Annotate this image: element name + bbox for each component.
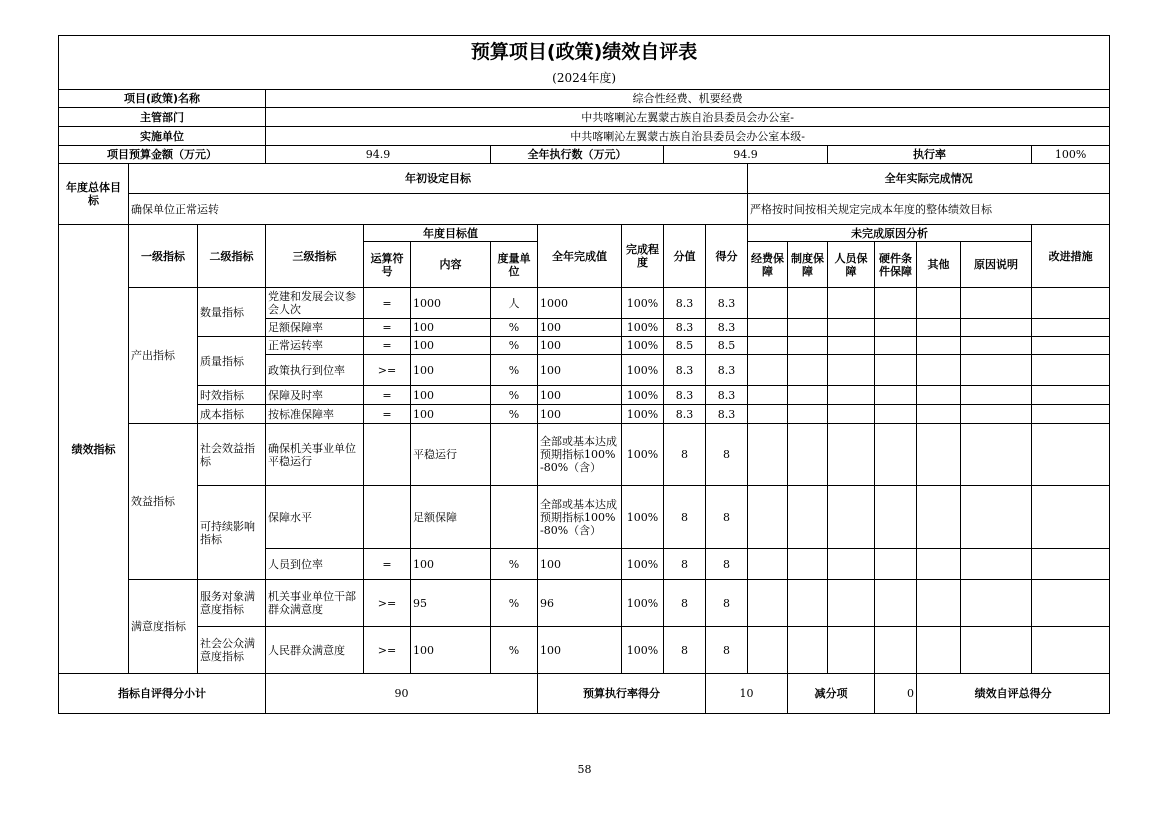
cell-content: 100 [411, 319, 491, 337]
performance-evaluation-table [58, 35, 1110, 714]
year-subtitle: (2024年度) [59, 68, 1110, 90]
unit-label: 实施单位 [59, 127, 266, 146]
cell-done: 100 [538, 627, 622, 674]
cell-score: 8.3 [664, 386, 706, 405]
project-name-value: 综合性经费、机要经费 [266, 90, 1110, 108]
cell-op: >= [364, 580, 411, 627]
cell-got: 8 [706, 549, 748, 580]
actual-goal-text: 严格按时间按相关规定完成本年度的整体绩效目标 [748, 194, 1110, 225]
cell-level3: 确保机关事业单位平稳运行 [266, 424, 364, 486]
cell-content: 100 [411, 386, 491, 405]
header-reason-desc: 原因说明 [961, 242, 1032, 288]
cell-unit: % [491, 405, 538, 424]
table-row [59, 424, 1110, 486]
cell-unit [491, 486, 538, 549]
group-output: 产出指标 [129, 288, 198, 424]
cell-unit: % [491, 627, 538, 674]
cell-got: 8.3 [706, 355, 748, 386]
group-benefit: 效益指标 [129, 424, 198, 580]
header-content: 内容 [411, 242, 491, 288]
cell-unit: % [491, 337, 538, 355]
cell-level3: 保障及时率 [266, 386, 364, 405]
cell-got: 8 [706, 627, 748, 674]
cell-done: 1000 [538, 288, 622, 319]
header-reason-group: 未完成原因分析 [748, 225, 1032, 242]
cell-done: 100 [538, 405, 622, 424]
budget-value: 94.9 [266, 146, 491, 164]
cell-got: 8.3 [706, 288, 748, 319]
cell-got: 8 [706, 580, 748, 627]
total-label: 绩效自评总得分 [917, 674, 1110, 714]
header-reason-system: 制度保障 [788, 242, 828, 288]
cell-done: 100 [538, 319, 622, 337]
header-level1: 一级指标 [129, 225, 198, 288]
cell-level3: 保障水平 [266, 486, 364, 549]
cell-got: 8 [706, 424, 748, 486]
header-degree: 完成程度 [622, 225, 664, 288]
cell-degree: 100% [622, 386, 664, 405]
cell-op: = [364, 386, 411, 405]
header-improve: 改进措施 [1032, 225, 1110, 288]
header-op: 运算符号 [364, 242, 411, 288]
cell-degree: 100% [622, 486, 664, 549]
subtotal-label: 指标自评得分小计 [59, 674, 266, 714]
cell-got: 8.5 [706, 337, 748, 355]
cell-degree: 100% [622, 424, 664, 486]
cell-done: 100 [538, 549, 622, 580]
cell-score: 8.3 [664, 319, 706, 337]
cell-score: 8 [664, 627, 706, 674]
project-name-label: 项目(政策)名称 [59, 90, 266, 108]
table-row [59, 288, 1110, 319]
cell-got: 8.3 [706, 405, 748, 424]
cell-content: 1000 [411, 288, 491, 319]
cell-got: 8.3 [706, 386, 748, 405]
header-reason-fund: 经费保障 [748, 242, 788, 288]
cell-degree: 100% [622, 355, 664, 386]
cell-degree: 100% [622, 319, 664, 337]
budget-rate-value: 10 [706, 674, 788, 714]
dept-label: 主管部门 [59, 108, 266, 127]
cell-content: 100 [411, 627, 491, 674]
cell-level3: 政策执行到位率 [266, 355, 364, 386]
cell-op: >= [364, 355, 411, 386]
cell-score: 8.3 [664, 288, 706, 319]
exec-label: 全年执行数（万元） [491, 146, 664, 164]
cell-op: = [364, 319, 411, 337]
sub-service: 服务对象满意度指标 [198, 580, 266, 627]
cell-done: 全部或基本达成预期指标100%-80%（含） [538, 486, 622, 549]
rate-value: 100% [1032, 146, 1110, 164]
cell-score: 8 [664, 549, 706, 580]
cell-unit: % [491, 549, 538, 580]
subtotal-value: 90 [266, 674, 538, 714]
header-reason-hardware: 硬件条件保障 [875, 242, 917, 288]
perf-indicator-label: 绩效指标 [59, 225, 129, 674]
budget-rate-label: 预算执行率得分 [538, 674, 706, 714]
header-score: 分值 [664, 225, 706, 288]
cell-done: 100 [538, 337, 622, 355]
group-satisfaction: 满意度指标 [129, 580, 198, 674]
header-reason-staff: 人员保障 [828, 242, 875, 288]
table-row [59, 486, 1110, 549]
cell-level3: 人民群众满意度 [266, 627, 364, 674]
cell-level3: 按标准保障率 [266, 405, 364, 424]
cell-level3: 机关事业单位干部群众满意度 [266, 580, 364, 627]
cell-degree: 100% [622, 405, 664, 424]
unit-value: 中共喀喇沁左翼蒙古族自治县委员会办公室本级- [266, 127, 1110, 146]
cell-content: 100 [411, 355, 491, 386]
deduct-label: 减分项 [788, 674, 875, 714]
actual-goal-header: 全年实际完成情况 [748, 164, 1110, 194]
cell-degree: 100% [622, 549, 664, 580]
header-level2: 二级指标 [198, 225, 266, 288]
sub-sustain: 可持续影响指标 [198, 486, 266, 580]
dept-value: 中共喀喇沁左翼蒙古族自治县委员会办公室- [266, 108, 1110, 127]
cell-done: 100 [538, 386, 622, 405]
cell-content: 100 [411, 337, 491, 355]
cell-unit: 人 [491, 288, 538, 319]
cell-op: = [364, 337, 411, 355]
rate-label: 执行率 [828, 146, 1032, 164]
cell-done: 全部或基本达成预期指标100%-80%（含） [538, 424, 622, 486]
page-number: 58 [577, 763, 592, 776]
cell-unit [491, 424, 538, 486]
table-row [59, 386, 1110, 405]
sub-cost: 成本指标 [198, 405, 266, 424]
cell-score: 8.5 [664, 337, 706, 355]
header-level3: 三级指标 [266, 225, 364, 288]
sub-public: 社会公众满意度指标 [198, 627, 266, 674]
page-title: 预算项目(政策)绩效自评表 [59, 36, 1110, 68]
cell-degree: 100% [622, 288, 664, 319]
cell-score: 8.3 [664, 355, 706, 386]
cell-done: 100 [538, 355, 622, 386]
cell-unit: % [491, 319, 538, 337]
cell-level3: 正常运转率 [266, 337, 364, 355]
table-row [59, 337, 1110, 355]
cell-degree: 100% [622, 627, 664, 674]
cell-op: = [364, 549, 411, 580]
cell-content: 平稳运行 [411, 424, 491, 486]
cell-content: 100 [411, 549, 491, 580]
header-got: 得分 [706, 225, 748, 288]
budget-label: 项目预算金额（万元） [59, 146, 266, 164]
cell-level3: 足额保障率 [266, 319, 364, 337]
cell-op [364, 486, 411, 549]
sub-social: 社会效益指标 [198, 424, 266, 486]
cell-score: 8 [664, 580, 706, 627]
table-row [59, 627, 1110, 674]
initial-goal-header: 年初设定目标 [129, 164, 748, 194]
cell-op [364, 424, 411, 486]
cell-score: 8 [664, 424, 706, 486]
cell-unit: % [491, 386, 538, 405]
cell-content: 95 [411, 580, 491, 627]
cell-op: >= [364, 627, 411, 674]
cell-op: = [364, 405, 411, 424]
cell-level3: 人员到位率 [266, 549, 364, 580]
cell-got: 8 [706, 486, 748, 549]
header-unit: 度量单位 [491, 242, 538, 288]
cell-content: 100 [411, 405, 491, 424]
cell-content: 足额保障 [411, 486, 491, 549]
initial-goal-text: 确保单位正常运转 [129, 194, 748, 225]
cell-level3: 党建和发展会议参会人次 [266, 288, 364, 319]
cell-degree: 100% [622, 337, 664, 355]
deduct-value: 0 [875, 674, 917, 714]
sub-time: 时效指标 [198, 386, 266, 405]
header-target-group: 年度目标值 [364, 225, 538, 242]
sub-quality: 质量指标 [198, 337, 266, 386]
cell-score: 8 [664, 486, 706, 549]
table-row [59, 580, 1110, 627]
sub-quantity: 数量指标 [198, 288, 266, 337]
cell-degree: 100% [622, 580, 664, 627]
cell-score: 8.3 [664, 405, 706, 424]
goal-label: 年度总体目标 [59, 164, 129, 225]
cell-done: 96 [538, 580, 622, 627]
cell-op: = [364, 288, 411, 319]
cell-unit: % [491, 580, 538, 627]
cell-got: 8.3 [706, 319, 748, 337]
table-row [59, 405, 1110, 424]
cell-unit: % [491, 355, 538, 386]
header-reason-other: 其他 [917, 242, 961, 288]
header-done: 全年完成值 [538, 225, 622, 288]
exec-value: 94.9 [664, 146, 828, 164]
